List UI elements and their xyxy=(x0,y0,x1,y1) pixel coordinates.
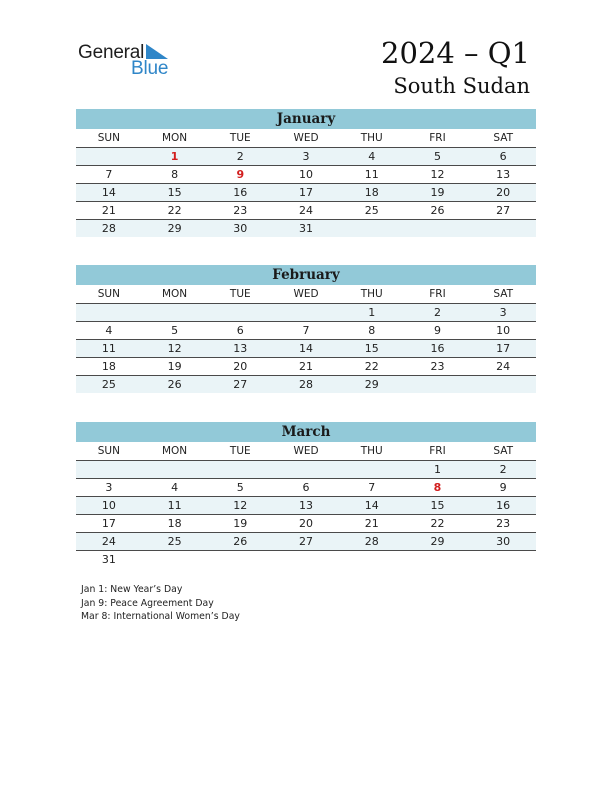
weekday-label: THU xyxy=(360,288,383,300)
weekday-label: SAT xyxy=(493,445,513,457)
holiday-day-cell: 9 xyxy=(236,168,245,181)
day-cell: 7 xyxy=(368,481,376,494)
day-cell: 15 xyxy=(430,499,445,512)
weekday-header-row xyxy=(76,129,536,148)
weekday-label: SUN xyxy=(97,445,120,457)
day-cell: 5 xyxy=(171,324,179,337)
empty-day-cell xyxy=(207,551,273,568)
empty-day-cell xyxy=(142,461,208,478)
week-row xyxy=(76,515,536,533)
day-cell: 2 xyxy=(236,150,244,163)
day-cell: 10 xyxy=(496,324,511,337)
day-cell: 10 xyxy=(299,168,314,181)
day-cell: 13 xyxy=(496,168,511,181)
weekday-label: SUN xyxy=(97,288,120,300)
day-cell: 25 xyxy=(101,378,116,391)
day-cell: 8 xyxy=(171,168,179,181)
week-row xyxy=(76,184,536,202)
day-cell: 10 xyxy=(101,499,116,512)
empty-day-cell xyxy=(339,220,405,237)
weekday-label: FRI xyxy=(429,288,446,300)
weekday-label: MON xyxy=(161,445,188,457)
day-cell: 16 xyxy=(233,186,248,199)
day-cell: 26 xyxy=(430,204,445,217)
month-february xyxy=(76,265,536,393)
week-row xyxy=(76,220,536,237)
day-cell: 31 xyxy=(299,222,314,235)
week-row xyxy=(76,358,536,376)
day-cell: 28 xyxy=(101,222,116,235)
day-cell: 22 xyxy=(167,204,182,217)
week-row xyxy=(76,551,536,568)
empty-day-cell xyxy=(405,376,471,393)
day-cell: 4 xyxy=(171,481,179,494)
empty-day-cell xyxy=(207,461,273,478)
month-header: January xyxy=(76,109,536,129)
holiday-day-cell: 8 xyxy=(433,481,442,494)
empty-day-cell xyxy=(470,376,536,393)
day-cell: 29 xyxy=(364,378,379,391)
day-cell: 30 xyxy=(233,222,248,235)
week-row xyxy=(76,479,536,497)
week-row xyxy=(76,376,536,393)
empty-day-cell xyxy=(470,551,536,568)
day-cell: 2 xyxy=(433,306,441,319)
day-cell: 20 xyxy=(299,517,314,530)
weekday-label: MON xyxy=(161,132,188,144)
day-cell: 8 xyxy=(368,324,376,337)
day-cell: 20 xyxy=(233,360,248,373)
weekday-label: MON xyxy=(161,288,188,300)
empty-day-cell xyxy=(76,148,142,165)
day-cell: 6 xyxy=(236,324,244,337)
day-cell: 4 xyxy=(105,324,113,337)
empty-day-cell xyxy=(339,551,405,568)
holiday-note: Jan 1: New Year’s Day xyxy=(81,584,183,595)
empty-day-cell xyxy=(405,220,471,237)
empty-day-cell xyxy=(207,304,273,321)
month-march xyxy=(76,422,536,568)
day-cell: 14 xyxy=(101,186,116,199)
day-cell: 12 xyxy=(430,168,445,181)
day-cell: 21 xyxy=(364,517,379,530)
page-title: 2024 – Q1 xyxy=(381,36,530,70)
day-cell: 13 xyxy=(299,499,314,512)
day-cell: 14 xyxy=(364,499,379,512)
week-row xyxy=(76,340,536,358)
day-cell: 28 xyxy=(299,378,314,391)
weekday-label: WED xyxy=(293,288,319,300)
day-cell: 22 xyxy=(430,517,445,530)
weekday-label: TUE xyxy=(229,445,251,457)
empty-day-cell xyxy=(76,304,142,321)
day-cell: 2 xyxy=(499,463,507,476)
week-row xyxy=(76,304,536,322)
weeks xyxy=(76,461,536,568)
weekday-label: WED xyxy=(293,132,319,144)
day-cell: 24 xyxy=(496,360,511,373)
day-cell: 12 xyxy=(233,499,248,512)
empty-day-cell xyxy=(76,461,142,478)
day-cell: 3 xyxy=(499,306,507,319)
week-row xyxy=(76,166,536,184)
day-cell: 27 xyxy=(233,378,248,391)
empty-day-cell xyxy=(273,304,339,321)
day-cell: 24 xyxy=(299,204,314,217)
day-cell: 11 xyxy=(167,499,182,512)
empty-day-cell xyxy=(339,461,405,478)
day-cell: 21 xyxy=(299,360,314,373)
day-cell: 1 xyxy=(433,463,441,476)
day-cell: 31 xyxy=(101,553,116,566)
day-cell: 29 xyxy=(167,222,182,235)
day-cell: 4 xyxy=(368,150,376,163)
day-cell: 22 xyxy=(364,360,379,373)
day-cell: 26 xyxy=(167,378,182,391)
day-cell: 23 xyxy=(430,360,445,373)
empty-day-cell xyxy=(405,551,471,568)
day-cell: 3 xyxy=(302,150,310,163)
day-cell: 23 xyxy=(233,204,248,217)
month-header: March xyxy=(76,422,536,442)
day-cell: 16 xyxy=(430,342,445,355)
day-cell: 6 xyxy=(499,150,507,163)
day-cell: 19 xyxy=(233,517,248,530)
day-cell: 11 xyxy=(364,168,379,181)
day-cell: 5 xyxy=(433,150,441,163)
weekday-label: FRI xyxy=(429,132,446,144)
day-cell: 17 xyxy=(101,517,116,530)
empty-day-cell xyxy=(273,551,339,568)
empty-day-cell xyxy=(273,461,339,478)
day-cell: 20 xyxy=(496,186,511,199)
empty-day-cell xyxy=(142,551,208,568)
day-cell: 6 xyxy=(302,481,310,494)
day-cell: 12 xyxy=(167,342,182,355)
day-cell: 19 xyxy=(430,186,445,199)
day-cell: 17 xyxy=(299,186,314,199)
day-cell: 3 xyxy=(105,481,113,494)
weekday-label: WED xyxy=(293,445,319,457)
holiday-day-cell: 1 xyxy=(170,150,179,163)
weekday-label: SAT xyxy=(493,132,513,144)
day-cell: 15 xyxy=(167,186,182,199)
empty-day-cell xyxy=(142,304,208,321)
day-cell: 7 xyxy=(105,168,113,181)
day-cell: 16 xyxy=(496,499,511,512)
weekday-header-row xyxy=(76,442,536,461)
day-cell: 25 xyxy=(167,535,182,548)
weekday-label: THU xyxy=(360,132,383,144)
day-cell: 21 xyxy=(101,204,116,217)
day-cell: 30 xyxy=(496,535,511,548)
day-cell: 24 xyxy=(101,535,116,548)
week-row xyxy=(76,148,536,166)
week-row xyxy=(76,461,536,479)
weekday-label: THU xyxy=(360,445,383,457)
day-cell: 26 xyxy=(233,535,248,548)
empty-day-cell xyxy=(470,220,536,237)
country-subtitle: South Sudan xyxy=(393,74,530,98)
weekday-label: TUE xyxy=(229,288,251,300)
day-cell: 27 xyxy=(299,535,314,548)
day-cell: 23 xyxy=(496,517,511,530)
day-cell: 1 xyxy=(368,306,376,319)
weeks xyxy=(76,304,536,393)
logo-word-general: General xyxy=(78,42,145,63)
weekday-label: SUN xyxy=(97,132,120,144)
day-cell: 19 xyxy=(167,360,182,373)
general-blue-logo xyxy=(78,40,188,80)
logo-word-blue: Blue xyxy=(131,58,169,79)
month-header: February xyxy=(76,265,536,285)
weekday-label: TUE xyxy=(229,132,251,144)
day-cell: 18 xyxy=(167,517,182,530)
day-cell: 11 xyxy=(101,342,116,355)
weekday-label: FRI xyxy=(429,445,446,457)
week-row xyxy=(76,533,536,551)
day-cell: 29 xyxy=(430,535,445,548)
day-cell: 5 xyxy=(236,481,244,494)
week-row xyxy=(76,497,536,515)
day-cell: 25 xyxy=(364,204,379,217)
day-cell: 18 xyxy=(101,360,116,373)
weeks xyxy=(76,148,536,237)
day-cell: 15 xyxy=(364,342,379,355)
weekday-label: SAT xyxy=(493,288,513,300)
day-cell: 9 xyxy=(433,324,441,337)
day-cell: 17 xyxy=(496,342,511,355)
week-row xyxy=(76,202,536,220)
day-cell: 28 xyxy=(364,535,379,548)
holiday-note: Jan 9: Peace Agreement Day xyxy=(81,597,214,609)
day-cell: 13 xyxy=(233,342,248,355)
month-january xyxy=(76,109,536,237)
day-cell: 7 xyxy=(302,324,310,337)
day-cell: 9 xyxy=(499,481,507,494)
day-cell: 27 xyxy=(496,204,511,217)
holiday-note: Mar 8: International Women’s Day xyxy=(81,611,240,622)
week-row xyxy=(76,322,536,340)
day-cell: 14 xyxy=(299,342,314,355)
day-cell: 18 xyxy=(364,186,379,199)
weekday-header-row xyxy=(76,285,536,304)
holiday-notes xyxy=(81,583,240,624)
